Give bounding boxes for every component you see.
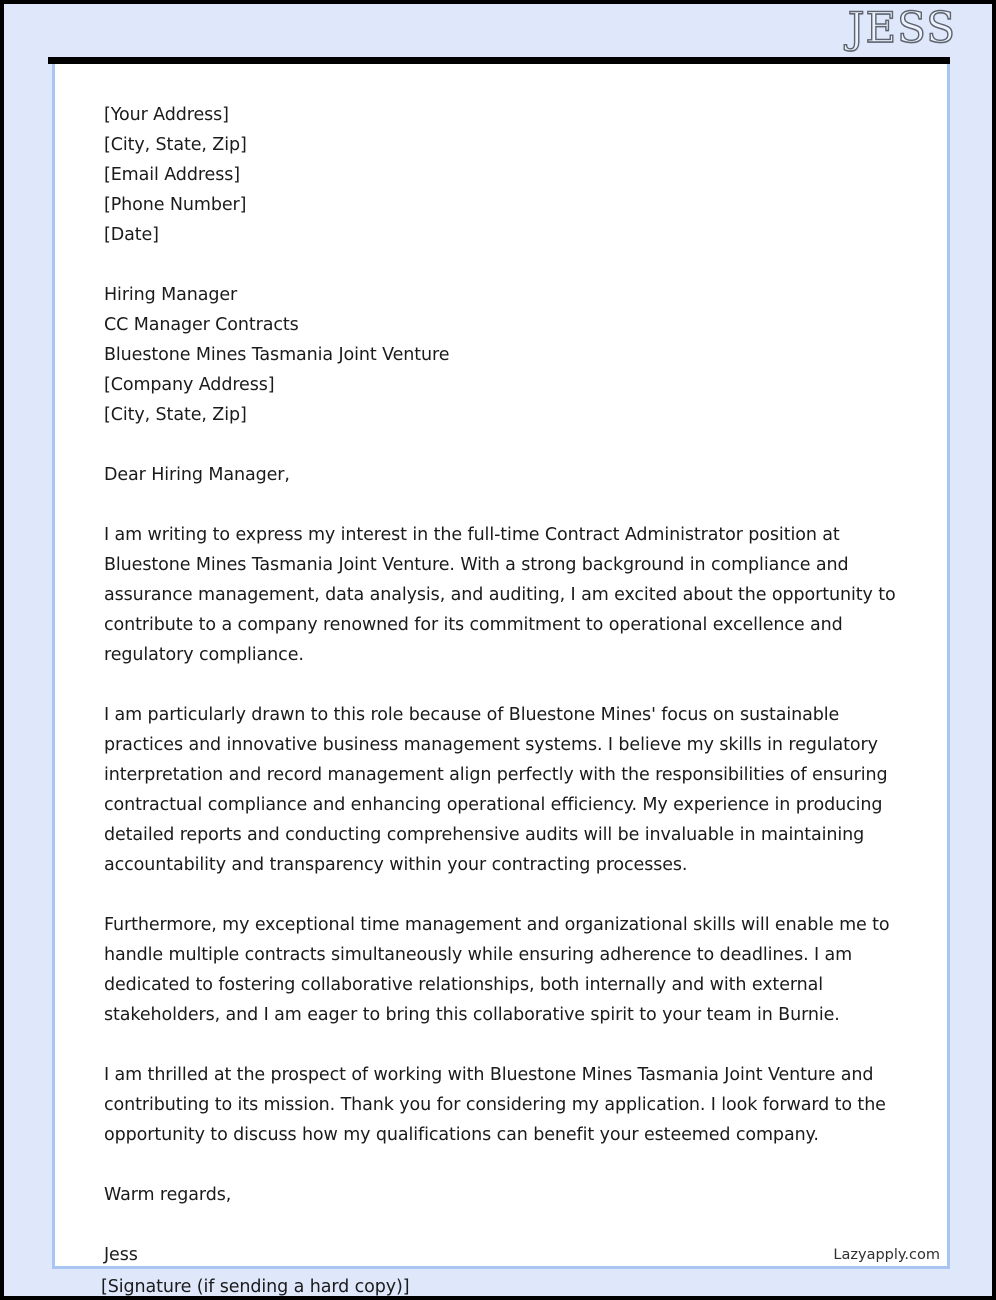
body-paragraph: I am writing to express my interest in the full-time Contract Administrator position at Bluestone Mines Tasmania Joint Venture. With a strong background in compliance and assurance management, data analysis, and auditing, I am excited about the opportunity to contribute to a company renowned for its commitment to operational excellence and regulatory compliance.: [104, 525, 896, 665]
cover-letter-body: [104, 100, 905, 1270]
letter-page: [52, 64, 950, 1269]
block-spacer: [104, 490, 905, 520]
sender-line: [City, State, Zip]: [104, 135, 247, 155]
sender-line: [Your Address]: [104, 105, 229, 125]
closing-salutation: Warm regards,: [104, 1185, 232, 1205]
recipient-line: Hiring Manager: [104, 285, 238, 305]
header-divider-rule: [48, 57, 950, 64]
body-paragraph: I am thrilled at the prospect of working with Bluestone Mines Tasmania Joint Venture and contributing to its mission. Thank you for considering my application. I look forward to the opportunity to discuss how my qualifications can benefit your esteemed company.: [104, 1065, 886, 1145]
lazyapply-watermark: Lazyapply.com: [833, 1247, 940, 1263]
body-paragraph: Furthermore, my exceptional time management and organizational skills will enable me to handle multiple contracts simultaneously while ensuring adherence to deadlines. I am dedicated to fostering collaborative relationships, both internally and with external stakeholders, and I am eager to bring this collaborative spirit to your team in Burnie.: [104, 915, 890, 1025]
brand-header: [4, 4, 996, 57]
sender-line: [Date]: [104, 225, 159, 245]
block-spacer: [104, 880, 905, 910]
letter-page-content: [55, 64, 947, 1266]
recipient-line: [Company Address]: [104, 375, 275, 395]
sender-line: [Phone Number]: [104, 195, 247, 215]
recipient-address-block: [104, 280, 905, 430]
block-spacer: [104, 1210, 905, 1240]
block-spacer: [104, 250, 905, 280]
block-spacer: [104, 670, 905, 700]
recipient-line: CC Manager Contracts: [104, 315, 299, 335]
salutation: Dear Hiring Manager,: [104, 465, 290, 485]
recipient-line: Bluestone Mines Tasmania Joint Venture: [104, 345, 450, 365]
signature-placeholder: [Signature (if sending a hard copy)]: [101, 1277, 410, 1297]
signature-name: Jess: [104, 1245, 138, 1265]
block-spacer: [104, 1030, 905, 1060]
body-paragraph: I am particularly drawn to this role because of Bluestone Mines' focus on sustainable practices and innovative business management systems. I believe my skills in regulatory interpretation and record management align perfectly with the responsibilities of ensuring contractual compliance and enhancing operational efficiency. My experience in producing detailed reports and conducting comprehensive audits will be invaluable in maintaining accountability and transparency within your contracting processes.: [104, 705, 888, 875]
brand-title: JESS: [847, 3, 956, 52]
block-spacer: [104, 1150, 905, 1180]
block-spacer: [104, 430, 905, 460]
recipient-line: [City, State, Zip]: [104, 405, 247, 425]
sender-line: [Email Address]: [104, 165, 240, 185]
sender-address-block: [104, 100, 905, 250]
